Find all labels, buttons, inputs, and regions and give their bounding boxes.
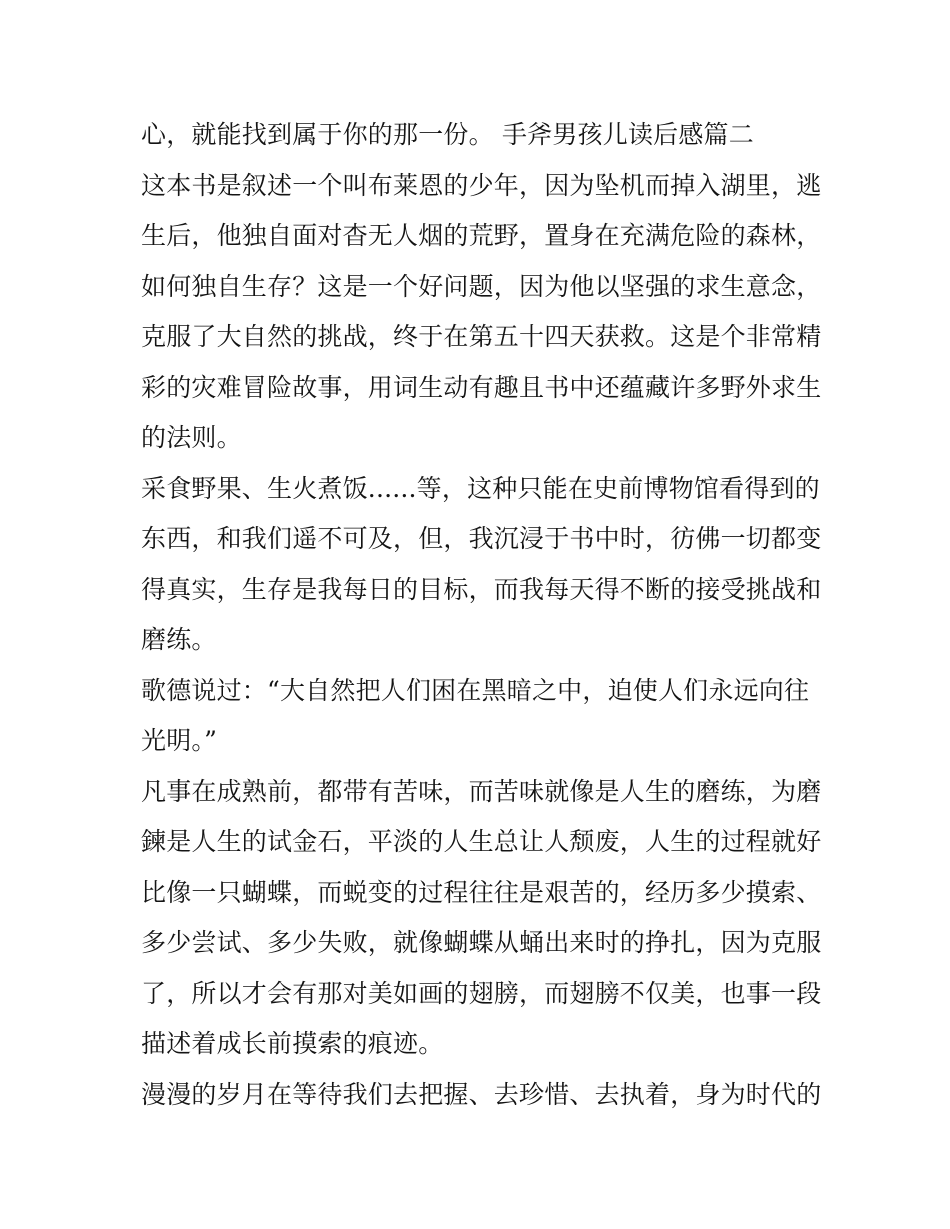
text-line: 凡事在成熟前，都带有苦味，而苦味就像是人生的磨练，为磨 xyxy=(141,776,822,806)
text-line: 这本书是叙述一个叫布莱恩的少年，因为坠机而掉入湖里，逃 xyxy=(141,170,822,200)
text-line: 得真实，生存是我每日的目标，而我每天得不断的接受挑战和 xyxy=(141,574,822,604)
text-line: 生后，他独自面对杳无人烟的荒野，置身在充满危险的森林， xyxy=(141,221,822,250)
text-line: 如何独自生存？这是一个好问题，因为他以坚强的求生意念， xyxy=(141,271,822,301)
text-line: 漫漫的岁月在等待我们去把握、去珍惜、去执着，身为时代的 xyxy=(141,1079,822,1109)
text-line: 了，所以才会有那对美如画的翅膀，而翅膀不仅美，也事一段 xyxy=(141,978,822,1008)
text-line: 光明。” xyxy=(141,726,218,755)
text-line: 描述着成长前摸索的痕迹。 xyxy=(141,1029,444,1058)
text-line: 心，就能找到属于你的那一份。 手斧男孩儿读后感篇二 xyxy=(141,120,754,149)
text-line: 采食野果、生火煮饭......等，这种只能在史前博物馆看得到的 xyxy=(141,473,820,503)
text-line: 鍊是人生的试金石，平淡的人生总让人颓废，人生的过程就好 xyxy=(141,827,822,856)
text-line: 磨练。 xyxy=(141,625,217,654)
text-line: 比像一只蝴蝶，而蜕变的过程往往是艰苦的，经历多少摸索、 xyxy=(141,877,822,907)
text-line: 歌德说过：“大自然把人们困在黑暗之中，迫使人们永远向往 xyxy=(141,675,810,705)
text-line: 多少尝试、多少失败，就像蝴蝶从蛹出来时的挣扎，因为克服 xyxy=(141,928,822,957)
text-line: 的法则。 xyxy=(141,423,242,452)
text-line: 彩的灾难冒险故事，用词生动有趣且书中还蕴藏许多野外求生 xyxy=(141,372,822,402)
document-body xyxy=(141,110,821,1120)
text-line: 东西，和我们遥不可及，但，我沉浸于书中时，彷佛一切都变 xyxy=(141,524,822,553)
text-line: 克服了大自然的挑战，终于在第五十四天获救。这是个非常精 xyxy=(141,322,822,351)
